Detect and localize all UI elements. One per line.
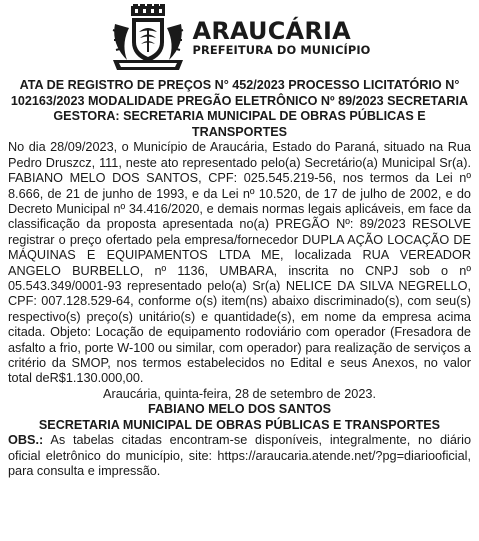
brand: [193, 19, 371, 56]
date-line: Araucária, quinta-feira, 28 de setembro de 2023.: [103, 386, 376, 401]
document-body: No dia 28/09/2023, o Município de Araucária, Estado do Paraná, situado na Rua Pedro Druszcz, 111, neste ato representado pelo(a) Secretário(a) Municipal Sr(a). FABIANO MELO DOS SANTOS, CPF: 025.545.219-56, nos termos da Lei nº 8.666, de 21 de junho de 1993, e da Lei nº 10.520, de 17 de julho de 2002, e do Decreto Municipal nº 34.416/2020, e demais normas legais aplicáveis, em face da classificação da proposta apresentada no(a) PREGÃO Nº: 89/2023 RESOLVE registrar o preço ofertado pela empresa/fornecedor DUPLA AÇÃO LOCAÇÃO DE MÁQUINAS E EQUIPAMENTOS LTDA ME, localizada RUA VEREADOR ANGELO BURBELLO, nº 1136, UMBARA, inscrita no CNPJ sob o nº 05.543.349/0001-93 representado pelo(a) Sr(a) NELICE DA SILVA NEGRELLO, CPF: 007.128.529-64, conforme o(s) item(ns) abaixo discriminado(s), com seu(s) respectivo(s) preço(s) unitário(s) e quantidade(s), em nome da empresa acima citada. Objeto: Locação de equipamento rodoviário com operador (Fresadora de asfalto a frio, porte W-100 ou similar, com operador) para realização de serviços a critério da SMOP, nos termos estabelecidos no Edital e seus Anexos, no valor total deR$1.130.000,00.: [8, 140, 471, 386]
observation-text: As tabelas citadas encontram-se disponíveis, integralmente, no diário oficial eletrônico do município, site: https://araucaria.atende.net/?pg=diariooficial, para consulta e impressão.: [8, 433, 471, 478]
signer-name: FABIANO MELO DOS SANTOS: [147, 402, 332, 417]
brand-name: ARAUCÁRIA: [192, 17, 351, 46]
brand-subtitle: PREFEITURA DO MUNICÍPIO: [192, 43, 371, 58]
document-title: ATA DE REGISTRO DE PREÇOS N° 452/2023 PROCESSO LICITATÓRIO N° 102163/2023 MODALIDADE PREGÃO ELETRÔNICO Nº 89/2023 SECRETARIA GESTORA: SECRETARIA MUNICIPAL DE OBRAS PÚBLICAS E TRANSPORTES: [10, 78, 469, 139]
header: [8, 0, 471, 74]
observation-label: OBS.:: [8, 433, 44, 448]
signer-department: SECRETARIA MUNICIPAL DE OBRAS PÚBLICAS E TRANSPORTES: [38, 417, 441, 432]
municipal-crest-icon: [109, 4, 187, 72]
observation: [8, 433, 471, 479]
